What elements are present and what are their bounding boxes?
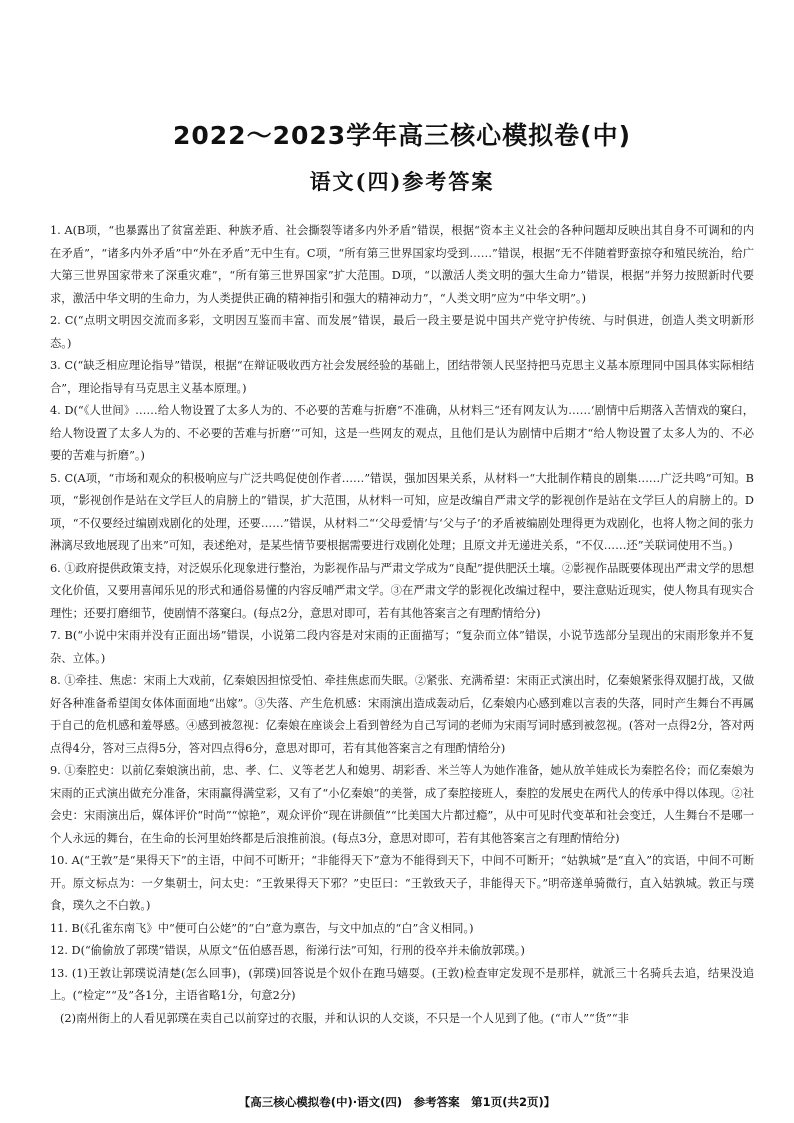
page-title: 2022～2023学年高三核心模拟卷(中) xyxy=(172,121,631,150)
answer-item-2: 2. C(“点明文明因交流而多彩，文明因互鉴而丰富、而发展”错误，最后一段主要是说中国共产党守护传统、与时俱进，创造人类文明新形态。) xyxy=(50,314,754,350)
answer-item-12: 12. D(“偷偷放了郭璞”错误，从原文“伍伯感吾恩，衔涕行法”可知，行刑的役卒并未偷放郭璞。) xyxy=(50,944,525,957)
answer-item-10: 10. A(“王敦”是“果得天下”的主语，中间不可断开；“非能得天下”意为不能得到天下，中间不可断开；“姑孰城”是“直入”的宾语，中间不可断开。原文标点为：一夕集朝士，问太史：“王敦果得天下邪？”史臣曰：“王敦致天子，非能得天下。”明帝遂单骑微行，直入姑孰城。敦正与璞食，璞久之不白敦。) xyxy=(50,854,754,912)
page-footer: 【高三核心模拟卷(中)·语文(四) 参考答案 第1页(共2页)】 xyxy=(238,1095,556,1109)
answer-item-13: 13. (1)王敦让郭璞说清楚(怎么回事)，(郭璞)回答说是个奴仆在跑马嬉耍。(王敦)检查审定发现不是那样，就派三十名骑兵去追，结果没追上。(“检定”“及”各1分，主语省略1分，句意2分) xyxy=(50,966,754,1002)
answer-item-6: 6. ①政府提供政策支持，对泛娱乐化现象进行整治，为影视作品与严肃文学成为“良配”提供肥沃土壤。②影视作品既要体现出严肃文学的思想文化价值，又要用喜闻乐见的形式和通俗易懂的内容反哺严肃文学。③在严肃文学的影视化改编过程中，要注意贴近现实，使人物具有现实合理性；还要打磨细节，使剧情不落窠臼。(每点2分，意思对即可，若有其他答案言之有理酌情给分) xyxy=(50,561,754,620)
answer-item-8: 8. ①牵挂、焦虑：宋雨上大戏前，亿秦娘因担惊受怕、牵挂焦虑而失眠。②紧张、充满希望：宋雨正式演出时，亿秦娘紧张得双腿打战，又做好各种准备希望闺女体体面面地“出嫁”。③失落、产生危机感：宋雨演出造成轰动后，亿秦娘内心感到难以言表的失落，同时产生舞台不再属于自己的危机感和羞辱感。④感到被忽视：亿秦娘在座谈会上看到曾经为自己写词的老师为宋雨写词时感到被忽视。(答对一点得2分，答对两点得4分，答对三点得5分，答对四点得6分，意思对即可，若有其他答案言之有理酌情给分) xyxy=(50,674,754,755)
answer-item-11: 11. B(《孔雀东南飞》中“便可白公姥”的“白”意为禀告，与文中加点的“白”含义相同。) xyxy=(50,921,474,935)
answer-item-13-part-2: (2)南州街上的人看见郭璞在卖自己以前穿过的衣服，并和认识的人交谈，不只是一个人见到了他。(“市人”“货”“非 xyxy=(60,1011,629,1025)
answer-item-3: 3. C(“缺乏相应理论指导”错误，根据“在辩证吸收西方社会发展经验的基础上，团结带领人民坚持把马克思主义基本原理同中国具体实际相结合”，理论指导有马克思主义基本原理。) xyxy=(50,359,754,395)
answer-list xyxy=(50,220,754,1030)
answer-item-5: 5. C(A项，“市场和观众的积极响应与广泛共鸣促使创作者……”错误，强加因果关系，从材料一“大批制作精良的剧集……广泛共鸣”可知。B项，“影视创作是站在文学巨人的肩膀上的”错误，扩大范围，从材料一可知，应是改编自严肃文学的影视创作是站在文学巨人的肩膀上的。D项，“不仅要经过编剧戏剧化的处理，还要……”错误，从材料二“‘父母爱情’与‘父与子’的矛盾被编剧处理得更为戏剧化，也将人物之间的张力淋漓尽致地展现了出来”可知，表述绝对，是某些情节要根据需要进行戏剧化处理；且原文并无递进关系，“不仅……还”关联词使用不当。) xyxy=(50,471,754,552)
page-subtitle: 语文(四)参考答案 xyxy=(309,169,495,194)
answer-item-9: 9. ①秦腔史：以前亿秦娘演出前，忠、孝、仁、义等老艺人和媳男、胡彩香、米兰等人为她作准备，她从放羊娃成长为秦腔名伶；而亿秦娘为宋雨的正式演出做充分准备，宋雨赢得满堂彩，又有了“小亿秦娘”的美誉，成了秦腔接班人，秦腔的发展史在两代人的传承中得以体现。②社会史：宋雨演出后，媒体评价“时尚”“惊艳”，观众评价“现在讲颜值”“比美国大片都过瘾”，从中可见时代变革和社会变迁，人生舞台不是哪一个人永远的舞台，在生命的长河里始终都是后浪推前浪。(每点3分，意思对即可，若有其他答案言之有理酌情给分) xyxy=(50,764,754,845)
answer-item-4: 4. D(“《人世间》……给人物设置了太多人为的、不必要的苦难与折磨”不准确，从材料三“还有网友认为……‘剧情中后期落入苦情戏的窠臼，给人物设置了太多人为的、不必要的苦难与折磨’”可知，这是一些网友的观点，且他们是认为剧情中后期才“给人物设置了太多人为的、不必要的苦难与折磨”。) xyxy=(50,404,754,462)
answer-item-7: 7. B(“小说中宋雨并没有正面出场”错误，小说第二段内容是对宋雨的正面描写；“复杂而立体”错误，小说节选部分呈现出的宋雨形象并不复杂、立体。) xyxy=(50,629,754,665)
answer-item-1: 1. A(B项，“也暴露出了贫富差距、种族矛盾、社会撕裂等诸多内外矛盾”错误，根据“资本主义社会的各种问题却反映出其自身不可调和的内在矛盾”，“诸多内外矛盾”中“外在矛盾”无中生有。C项，“所有第三世界国家均受到……”错误，根据“无不伴随着野蛮掠夺和殖民统治，给广大第三世界国家带来了深重灾难”，“所有第三世界国家”扩大范围。D项，“以激活人类文明的强大生命力”错误，根据“并努力按照新时代要求，激活中华文明的生命力，为人类提供正确的精神指引和强大的精神动力”，“人类文明”应为“中华文明”。) xyxy=(50,224,754,305)
